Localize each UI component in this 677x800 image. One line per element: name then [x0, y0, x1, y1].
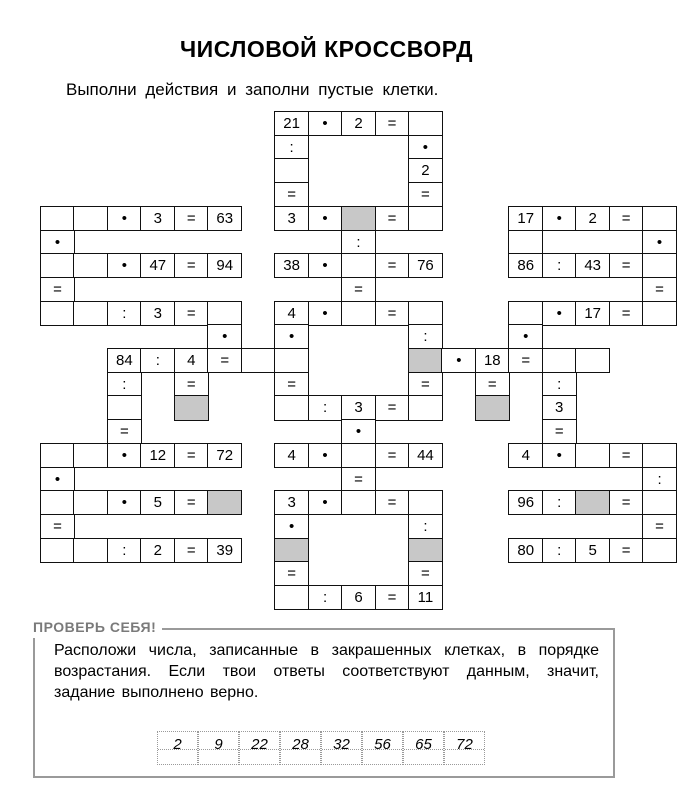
grid-cell: 6: [341, 585, 376, 610]
grid-cell: •: [274, 324, 309, 349]
grid-cell: 84: [107, 348, 142, 373]
grid-cell: 12: [140, 443, 175, 468]
grid-cell: =: [375, 443, 410, 468]
grid-cell: :: [542, 490, 577, 515]
shaded-cell: [341, 206, 376, 231]
grid-cell: :: [542, 538, 577, 563]
grid-cell: •: [542, 206, 577, 231]
check-yourself-label: ПРОВЕРЬ СЕБЯ!: [33, 616, 162, 638]
grid-cell: 86: [508, 253, 543, 278]
empty-cell[interactable]: [408, 490, 443, 515]
shaded-cell: [575, 490, 610, 515]
grid-cell: 4: [274, 301, 309, 326]
empty-cell[interactable]: [408, 395, 443, 420]
answer-value: 72: [456, 736, 473, 753]
grid-cell: •: [107, 490, 142, 515]
grid-cell: =: [107, 419, 142, 444]
empty-cell[interactable]: [40, 538, 75, 563]
grid-cell: :: [408, 324, 443, 349]
grid-cell: =: [40, 277, 75, 302]
grid-cell: :: [107, 301, 142, 326]
grid-cell: •: [508, 324, 543, 349]
empty-cell[interactable]: [341, 253, 376, 278]
grid-cell: •: [40, 230, 75, 255]
grid-cell: •: [642, 230, 677, 255]
grid-cell: =: [375, 111, 410, 136]
grid-cell: =: [375, 253, 410, 278]
empty-cell[interactable]: [73, 301, 108, 326]
page-title: ЧИСЛОВОЙ КРОССВОРД: [180, 36, 473, 62]
grid-cell: =: [40, 514, 75, 539]
shaded-cell: [274, 538, 309, 563]
grid-cell: =: [542, 419, 577, 444]
empty-cell[interactable]: [40, 490, 75, 515]
grid-cell: =: [174, 253, 209, 278]
empty-cell[interactable]: [575, 443, 610, 468]
grid-cell: 63: [207, 206, 242, 231]
grid-cell: :: [140, 348, 175, 373]
grid-cell: =: [375, 301, 410, 326]
answer-cell: [157, 731, 198, 765]
grid-cell: =: [375, 490, 410, 515]
grid-cell: =: [408, 561, 443, 586]
grid-cell: 2: [408, 158, 443, 183]
answer-cell: [362, 731, 403, 765]
grid-cell: 47: [140, 253, 175, 278]
grid-cell: •: [308, 253, 343, 278]
grid-cell: :: [107, 538, 142, 563]
grid-cell: •: [542, 301, 577, 326]
grid-cell: 3: [140, 301, 175, 326]
grid-cell: =: [609, 206, 644, 231]
grid-cell: 3: [274, 206, 309, 231]
answer-value: 2: [173, 736, 182, 753]
empty-cell[interactable]: [642, 253, 677, 278]
grid-cell: 4: [508, 443, 543, 468]
grid-cell: 39: [207, 538, 242, 563]
empty-cell[interactable]: [508, 230, 543, 255]
empty-cell[interactable]: [73, 443, 108, 468]
check-yourself-text: Расположи числа, записанные в закрашенных клетках, в порядке возрастания. Если твои ответы соответствуют данным, значит, задание выполнено верно.: [54, 642, 599, 701]
grid-cell: :: [308, 585, 343, 610]
empty-cell[interactable]: [40, 206, 75, 231]
empty-cell[interactable]: [40, 443, 75, 468]
shaded-cell: [475, 395, 510, 420]
grid-cell: =: [642, 277, 677, 302]
shaded-cell: [408, 348, 443, 373]
grid-cell: =: [274, 372, 309, 397]
grid-cell: =: [375, 206, 410, 231]
answer-cell: [321, 731, 362, 765]
grid-cell: 5: [140, 490, 175, 515]
grid-cell: =: [341, 467, 376, 492]
shaded-cell: [408, 538, 443, 563]
grid-cell: =: [274, 561, 309, 586]
empty-cell[interactable]: [575, 348, 610, 373]
grid-cell: 18: [475, 348, 510, 373]
grid-cell: •: [274, 514, 309, 539]
grid-cell: 17: [508, 206, 543, 231]
grid-cell: :: [308, 395, 343, 420]
empty-cell[interactable]: [341, 301, 376, 326]
empty-cell[interactable]: [642, 490, 677, 515]
grid-cell: =: [174, 443, 209, 468]
empty-cell[interactable]: [73, 490, 108, 515]
grid-cell: :: [542, 372, 577, 397]
grid-cell: 80: [508, 538, 543, 563]
grid-cell: =: [609, 253, 644, 278]
empty-cell[interactable]: [207, 301, 242, 326]
grid-cell: •: [40, 467, 75, 492]
grid-cell: 5: [575, 538, 610, 563]
grid-cell: 96: [508, 490, 543, 515]
grid-cell: •: [308, 443, 343, 468]
empty-cell[interactable]: [408, 111, 443, 136]
grid-cell: •: [107, 443, 142, 468]
grid-cell: 3: [140, 206, 175, 231]
empty-cell[interactable]: [341, 490, 376, 515]
grid-cell: =: [375, 395, 410, 420]
grid-cell: 94: [207, 253, 242, 278]
grid-cell: 21: [274, 111, 309, 136]
answer-value: 32: [333, 736, 350, 753]
grid-cell: •: [107, 253, 142, 278]
empty-cell[interactable]: [642, 206, 677, 231]
grid-cell: •: [308, 490, 343, 515]
grid-cell: 3: [341, 395, 376, 420]
empty-cell[interactable]: [642, 443, 677, 468]
shaded-cell: [174, 395, 209, 420]
grid-cell: =: [174, 301, 209, 326]
empty-cell[interactable]: [274, 395, 309, 420]
grid-cell: :: [642, 467, 677, 492]
grid-cell: 4: [274, 443, 309, 468]
grid-cell: 3: [542, 395, 577, 420]
grid-cell: =: [475, 372, 510, 397]
empty-cell[interactable]: [274, 158, 309, 183]
grid-cell: •: [308, 301, 343, 326]
empty-cell[interactable]: [73, 253, 108, 278]
empty-cell[interactable]: [241, 348, 276, 373]
grid-cell: =: [174, 538, 209, 563]
answer-cell: [444, 731, 485, 765]
grid-cell: =: [609, 301, 644, 326]
grid-cell: :: [542, 253, 577, 278]
grid-cell: =: [609, 538, 644, 563]
grid-cell: =: [508, 348, 543, 373]
grid-cell: 2: [341, 111, 376, 136]
grid-cell: :: [408, 514, 443, 539]
grid-cell: •: [542, 443, 577, 468]
answer-cell: [280, 731, 321, 765]
grid-cell: 2: [140, 538, 175, 563]
grid-cell: •: [341, 419, 376, 444]
grid-cell: :: [341, 230, 376, 255]
grid-cell: 43: [575, 253, 610, 278]
grid-cell: =: [375, 585, 410, 610]
empty-cell[interactable]: [642, 301, 677, 326]
grid-cell: 72: [207, 443, 242, 468]
grid-cell: =: [408, 372, 443, 397]
grid-cell: =: [609, 443, 644, 468]
empty-cell[interactable]: [274, 585, 309, 610]
answer-value: 28: [292, 736, 309, 753]
grid-cell: •: [207, 324, 242, 349]
answer-strip: [157, 731, 485, 765]
grid-cell: •: [308, 111, 343, 136]
grid-cell: =: [341, 277, 376, 302]
empty-cell[interactable]: [40, 253, 75, 278]
answer-value: 22: [251, 736, 268, 753]
empty-cell[interactable]: [408, 301, 443, 326]
empty-cell[interactable]: [40, 301, 75, 326]
grid-cell: 3: [274, 490, 309, 515]
grid-cell: 76: [408, 253, 443, 278]
grid-cell: 17: [575, 301, 610, 326]
grid-cell: :: [107, 372, 142, 397]
empty-cell[interactable]: [642, 538, 677, 563]
grid-cell: =: [609, 490, 644, 515]
grid-cell: =: [174, 490, 209, 515]
grid-cell: •: [408, 135, 443, 160]
grid-cell: =: [274, 182, 309, 207]
grid-cell: 4: [174, 348, 209, 373]
empty-cell[interactable]: [274, 348, 309, 373]
grid-cell: :: [274, 135, 309, 160]
grid-cell: 11: [408, 585, 443, 610]
empty-cell[interactable]: [73, 538, 108, 563]
answer-cell: [198, 731, 239, 765]
instruction-text: Выполни действия и заполни пустые клетки.: [66, 80, 439, 99]
answer-value: 65: [415, 736, 432, 753]
grid-cell: =: [408, 182, 443, 207]
grid-cell: •: [107, 206, 142, 231]
grid-cell: =: [642, 514, 677, 539]
grid-cell: =: [174, 206, 209, 231]
answer-value: 56: [374, 736, 391, 753]
shaded-cell: [207, 490, 242, 515]
grid-cell: 44: [408, 443, 443, 468]
grid-cell: =: [207, 348, 242, 373]
grid-cell: =: [174, 372, 209, 397]
answer-cell: [403, 731, 444, 765]
empty-cell[interactable]: [341, 443, 376, 468]
grid-cell: 38: [274, 253, 309, 278]
grid-cell: •: [308, 206, 343, 231]
empty-cell[interactable]: [542, 348, 577, 373]
grid-cell: •: [441, 348, 476, 373]
empty-cell[interactable]: [508, 301, 543, 326]
answer-value: 9: [214, 736, 223, 753]
grid-cell: 2: [575, 206, 610, 231]
empty-cell[interactable]: [73, 206, 108, 231]
empty-cell[interactable]: [408, 206, 443, 231]
empty-cell[interactable]: [107, 395, 142, 420]
answer-cell: [239, 731, 280, 765]
